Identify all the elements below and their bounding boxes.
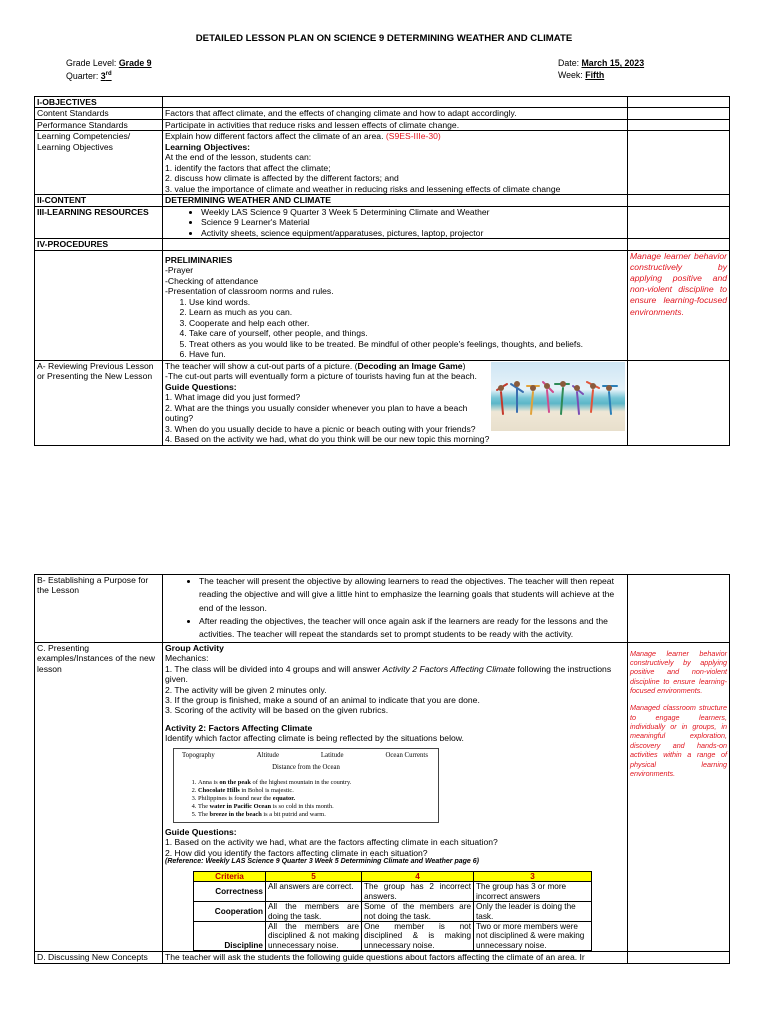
norm-item: 5. Treat others as you would like to be treated. Be mindful of other people's feelings, thoughts, and beliefs. [189, 339, 625, 349]
row-performance-standards [35, 119, 730, 130]
preliminary-line: -Presentation of classroom norms and rules. [165, 286, 334, 297]
norm-item: 3. Cooperate and help each other. [189, 318, 625, 328]
performance-standards-text: Participate in activities that reduce risks and lessen effects of climate change. [163, 119, 628, 130]
rubric-row [194, 921, 592, 950]
preliminary-line: -Prayer [165, 265, 194, 276]
empty-cell [628, 952, 730, 963]
rubric-table [193, 871, 592, 951]
document-title: DETAILED LESSON PLAN ON SCIENCE 9 DETERMINING WEATHER AND CLIMATE [195, 33, 573, 44]
mech1-start: 1. The class will be divided into 4 groups and will answer [165, 663, 383, 674]
row-preliminaries [35, 250, 730, 360]
content-standards-label: Content Standards [35, 108, 163, 119]
factor-option: Topography [182, 751, 215, 759]
empty-cell [628, 108, 730, 119]
beach-people-figures [491, 362, 625, 431]
guide-questions-heading: Guide Questions: [165, 381, 237, 392]
rubric-cell: Some of the members are not doing the task. [362, 902, 474, 922]
situation-text: is a bit putrid and warm. [261, 810, 326, 818]
factor-option: Latitude [320, 751, 344, 759]
mechanics-label: Mechanics: [165, 653, 209, 664]
learning-objectives-heading: Learning Objectives: [165, 141, 251, 152]
week [558, 70, 644, 82]
guide-question: 3. When do you usually decide to have a picnic or beach outing with your friends? [165, 423, 476, 434]
group-activity-heading: Group Activity [165, 642, 224, 653]
preliminaries-heading: PRELIMINARIES [165, 254, 233, 265]
norm-item: 1. Use kind words. [189, 297, 625, 307]
row-objectives [35, 97, 730, 108]
row-procedures [35, 239, 730, 250]
quarter-suffix: rd [105, 70, 112, 77]
guide-question-2: 1. Based on the activity we had, what are the factors affecting climate in each situation? [165, 837, 498, 848]
empty-cell [163, 97, 628, 108]
row-establishing-purpose [35, 575, 730, 643]
learning-resources-cell [163, 206, 628, 238]
situation-text: The [198, 802, 210, 810]
rubric-cell: The group has 2 incorrect answers. [362, 882, 474, 902]
situation-keyword: breeze in the beach [209, 810, 262, 818]
factor-option: Ocean Currents [385, 751, 428, 759]
preliminaries-cell [163, 250, 628, 360]
guide-question-2: 2. How did you identify the factors affecting climate in each situation? [165, 847, 428, 858]
rubric-cell: One member is not disciplined & is making unnecessary noise. [362, 921, 474, 950]
empty-cell [628, 239, 730, 250]
empty-cell [163, 239, 628, 250]
rubric-criterion: Discipline [194, 921, 266, 950]
row-competencies [35, 131, 730, 195]
situation-text: The [198, 810, 210, 818]
date [558, 58, 644, 70]
rubric-header: Criteria [194, 871, 266, 881]
factor-options [180, 752, 432, 760]
mechanics-item: 2. The activity will be given 2 minutes only. [165, 684, 327, 695]
competency-code: (S9ES-IIIe-30) [385, 131, 441, 142]
learning-objective-item: 1. identify the factors that affect the climate; [165, 162, 331, 173]
learning-objective-item: 2. discuss how climate is affected by the different factors; and [165, 173, 399, 184]
grade-label: Grade Level: [66, 58, 119, 68]
rubric-header: 3 [474, 871, 592, 881]
guide-question: 4. Based on the activity we had, what do you think will be our new topic this morning? [165, 434, 490, 445]
content-standards-text: Factors that affect climate, and the effects of changing climate and how to adapt accordingly. [163, 108, 628, 119]
rubric-criterion: Correctness [194, 882, 266, 902]
empty-cell [628, 195, 730, 206]
learning-objective-item: 3. value the importance of climate and weather in reducing risks and lessening effects of climate change [165, 183, 561, 194]
situation-item [198, 811, 432, 819]
presenting-examples-label: C. Presenting examples/Instances of the new lesson [35, 642, 163, 952]
lesson-table-part-1 [34, 96, 730, 446]
learning-objectives-intro: At the end of the lesson, students can: [165, 152, 312, 163]
date-value: March 15, 2023 [581, 58, 645, 68]
situation-keyword: equator. [272, 794, 296, 802]
row-learning-resources [35, 206, 730, 238]
rubric-header: 4 [362, 871, 474, 881]
grade-quarter-block [66, 58, 152, 83]
row-discussing-concepts [35, 952, 730, 963]
norm-item: 2. Learn as much as you can. [189, 307, 625, 317]
situation-text: is so cold in this month. [271, 802, 334, 810]
factor-option: Distance from the Ocean [272, 764, 340, 772]
mechanics-item [165, 664, 625, 685]
empty-cell [628, 119, 730, 130]
guide-questions-heading-2: Guide Questions: [165, 826, 237, 837]
row-review-lesson [35, 360, 730, 445]
discussing-concepts-text: The teacher will ask the students the following guide questions about factors affecting the climate of an area. Ir [163, 952, 628, 963]
row-content-standards [35, 108, 730, 119]
purpose-bullet: • After reading the objectives, the teacher will once again ask if the learners are ready for the lessons and the activities. The teacher will repeat the standards set to prompt students to be ready with the activity. [199, 615, 625, 642]
content-label: II-CONTENT [35, 195, 163, 206]
mechanics-item: 3. If the group is finished, make a sound of an animal to indicate that you are done. [165, 694, 480, 705]
situation-item [198, 787, 432, 795]
review-line-1-end: ) [462, 360, 466, 371]
rubric-cell: Only the leader is doing the task. [474, 902, 592, 922]
lesson-table-part-2 [34, 574, 730, 964]
resource-item: • Weekly LAS Science 9 Quarter 3 Week 5 Determining Climate and Weather [201, 207, 625, 217]
activity-title-ref: Activity 2 Factors Affecting Climate [382, 663, 516, 674]
row-content [35, 195, 730, 206]
situation-keyword: water in Pacific Ocean [209, 802, 272, 810]
situation-text: of the highest mountain in the country. [250, 778, 352, 786]
quarter-number: 3 [100, 70, 106, 81]
mechanics-item: 3. Scoring of the activity will be based on the given rubrics. [165, 705, 389, 716]
rubric-row [194, 902, 592, 922]
situation-item [198, 779, 432, 787]
activity-instruction: Identify which factor affecting climate is being reflected by the situations below. [165, 733, 464, 744]
row-presenting-examples [35, 642, 730, 952]
reference-line: (Reference: Weekly LAS Science 9 Quarter 3 Week 5 Determining Climate and Weather page 6) [165, 858, 479, 866]
situation-item [198, 795, 432, 803]
performance-standards-label: Performance Standards [35, 119, 163, 130]
establishing-purpose-cell [163, 575, 628, 643]
rubric-cell: All answers are correct. [266, 882, 362, 902]
guide-question: 2. What are the things you usually consider whenever you plan to have a beach outing? [165, 402, 468, 424]
preliminary-line: -Checking of attendance [165, 275, 259, 286]
objectives-heading: I-OBJECTIVES [35, 97, 163, 108]
review-lesson-label: A- Reviewing Previous Lesson or Presenting the New Lesson [35, 360, 163, 445]
learning-resources-label: III-LEARNING RESOURCES [35, 206, 163, 238]
guide-question: 1. What image did you just formed? [165, 392, 301, 403]
situation-keyword: on the peak [219, 778, 251, 786]
empty-cell [628, 131, 730, 195]
behavior-note: Manage learner behavior constructively by applying positive and non-violent discipline to ensure learning-focused environments. [628, 250, 730, 360]
grade-value: Grade 9 [118, 58, 152, 68]
empty-cell [628, 97, 730, 108]
mech1-end: following the instructions given. [165, 663, 612, 685]
establishing-purpose-label: B- Establishing a Purpose for the Lesson [35, 575, 163, 643]
rubric-criterion: Cooperation [194, 902, 266, 922]
norm-item: 4. Take care of yourself, other people, and things. [189, 328, 625, 338]
norm-item: 6. Have fun. [189, 349, 625, 359]
grade-level [66, 58, 152, 70]
situation-keyword: Chocolate Hills [198, 786, 240, 794]
resource-item: • Science 9 Learner's Material [201, 217, 625, 227]
situation-list [180, 779, 432, 819]
week-value: Fifth [585, 69, 605, 80]
norms-list [165, 297, 625, 360]
competencies-label: Learning Competencies/ Learning Objectives [35, 131, 163, 195]
empty-cell [628, 575, 730, 643]
factor-option: Altitude [256, 751, 279, 759]
date-week-block [558, 58, 644, 82]
situation-text: Anna is [198, 778, 220, 786]
rubric-cell: All the members are disciplined & not making unnecessary noise. [266, 921, 362, 950]
empty-cell [628, 206, 730, 238]
competencies-cell [163, 131, 628, 195]
notes-cell [628, 642, 730, 952]
resource-item: • Activity sheets, science equipment/apparatuses, pictures, laptop, projector [201, 228, 625, 238]
purpose-bullets [165, 575, 625, 642]
procedures-label: IV-PROCEDURES [35, 239, 163, 250]
presenting-examples-cell [163, 642, 628, 952]
beach-tourists-photo [491, 362, 625, 431]
activity-heading: Activity 2: Factors Affecting Climate [165, 722, 313, 733]
rubric-row [194, 882, 592, 902]
quarter-value [101, 71, 112, 81]
quarter-label: Quarter: [66, 70, 101, 81]
date-label: Date: [558, 58, 582, 68]
competency-statement: Explain how different factors affect the climate of an area. [165, 131, 386, 142]
week-label: Week: [558, 69, 586, 80]
review-line-2: -The cut-out parts will eventually form a picture of tourists having fun at the beach. [165, 371, 477, 382]
review-line-1-start: The teacher will show a cut-out parts of a picture. ( [165, 360, 358, 371]
rubric-header-row [194, 871, 592, 881]
resources-list [165, 207, 625, 238]
situation-text: in Bohol is majestic. [239, 786, 294, 794]
empty-cell [35, 250, 163, 360]
purpose-bullet: • The teacher will present the objective by allowing learners to read the objectives. The teacher will then repeat reading the objective and will give a little hint to emphasize the learning goals that students will achieve at the end of the lesson. [199, 575, 625, 615]
quarter [66, 70, 152, 83]
competency-text [165, 131, 625, 141]
situation-text: Philippines is found near the [198, 794, 273, 802]
review-lesson-cell [163, 360, 628, 445]
discussing-concepts-label: D. Discussing New Concepts [35, 952, 163, 963]
rubric-header: 5 [266, 871, 362, 881]
rubric-cell: Two or more members were not disciplined & were making unnecessary noise. [474, 921, 592, 950]
behavior-note-2: Manage learner behavior constructively by applying positive and non-violent discipline to ensure learning-focused environments. [630, 648, 727, 695]
classroom-structure-note: Managed classroom structure to engage learners, individually or in groups, in meaningful exploration, discovery and hands-on activities within a range of physical learning environments. [630, 703, 727, 778]
rubric-cell: The group has 3 or more incorrect answers [474, 882, 592, 902]
game-name: Decoding an Image Game [357, 360, 463, 371]
rubric-cell: All the members are doing the task. [266, 902, 362, 922]
empty-cell [628, 360, 730, 445]
situation-item [198, 803, 432, 811]
content-value: DETERMINING WEATHER AND CLIMATE [163, 195, 628, 206]
activity-worksheet-image [173, 748, 439, 823]
